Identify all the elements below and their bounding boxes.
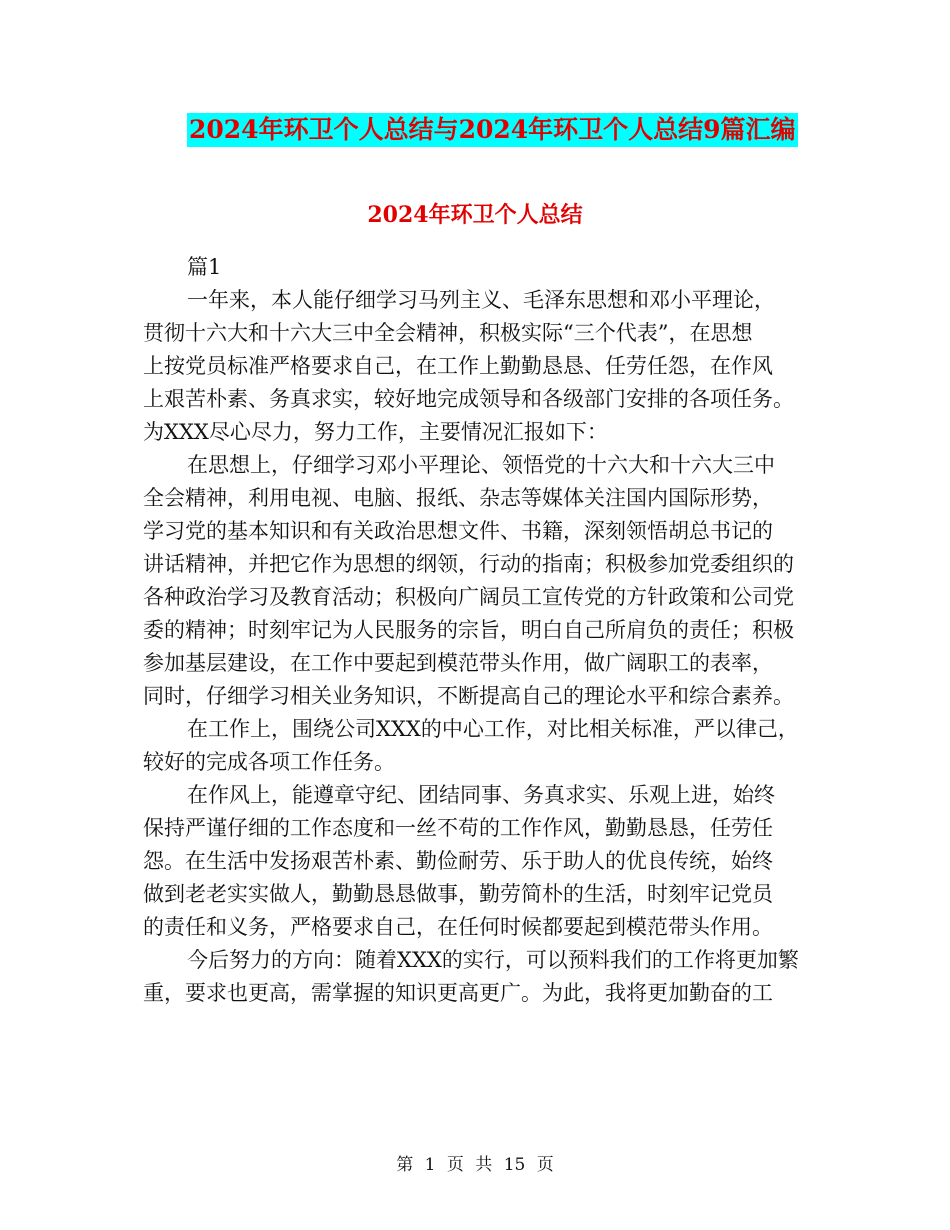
page-number-footer: 第 1 页 共 15 页: [396, 1155, 554, 1175]
text-line: 学习党的基本知识和有关政治思想文件、书籍，深刻领悟胡总书记的: [143, 519, 773, 543]
text-line: 篇1: [187, 255, 222, 279]
text-line: 贯彻十六大和十六大三中全会精神，积极实际“三个代表”，在思想: [143, 321, 753, 345]
text-line: 重，要求也更高，需掌握的知识更高更广。为此，我将更加勤奋的工: [143, 981, 773, 1005]
text-line: 怨。在生活中发扬艰苦朴素、勤俭耐劳、乐于助人的优良传统，始终: [143, 849, 773, 873]
text-line: 的责任和义务，严格要求自己，在任何时候都要起到模范带头作用。: [143, 915, 773, 939]
text-line: 委的精神；时刻牢记为人民服务的宗旨，明白自己所肩负的责任；积极: [143, 618, 794, 642]
text-line: 今后努力的方向：随着XXX的实行，可以预料我们的工作将更加繁: [187, 948, 799, 972]
text-line: 一年来，本人能仔细学习马列主义、毛泽东思想和邓小平理论，: [187, 288, 775, 312]
body-text: [143, 251, 803, 1010]
text-line: 同时，仔细学习相关业务知识，不断提高自己的理论水平和综合素养。: [143, 684, 794, 708]
text-line: 各种政治学习及教育活动；积极向广阔员工宣传党的方针政策和公司党: [143, 585, 794, 609]
text-line: 在思想上，仔细学习邓小平理论、领悟党的十六大和十六大三中: [187, 453, 775, 477]
text-line: 较好的完成各项工作任务。: [143, 750, 395, 774]
text-line: 参加基层建设，在工作中要起到模范带头作用，做广阔职工的表率，: [143, 651, 773, 675]
text-line: 讲话精神，并把它作为思想的纲领，行动的指南；积极参加党委组织的: [143, 552, 794, 576]
text-line: 上按党员标准严格要求自己，在工作上勤勤恳恳、任劳任怨，在作风: [143, 354, 773, 378]
document-title: 2024年环卫个人总结与2024年环卫个人总结9篇汇编: [187, 113, 798, 147]
section-title: 2024年环卫个人总结: [367, 202, 583, 228]
text-line: 做到老老实实做人，勤勤恳恳做事，勤劳简朴的生活，时刻牢记党员: [143, 882, 773, 906]
text-line: 在作风上，能遵章守纪、团结同事、务真求实、乐观上进，始终: [187, 783, 775, 807]
text-line: 在工作上，围绕公司XXX的中心工作，对比相关标准，严以律己，: [187, 717, 799, 741]
text-line: 全会精神，利用电视、电脑、报纸、杂志等媒体关注国内国际形势，: [143, 486, 773, 510]
text-line: 保持严谨仔细的工作态度和一丝不苟的工作作风，勤勤恳恳，任劳任: [143, 816, 773, 840]
text-line: 上艰苦朴素、务真求实，较好地完成领导和各级部门安排的各项任务。: [143, 387, 794, 411]
text-line: 为XXX尽心尽力，努力工作，主要情况汇报如下：: [143, 420, 608, 444]
